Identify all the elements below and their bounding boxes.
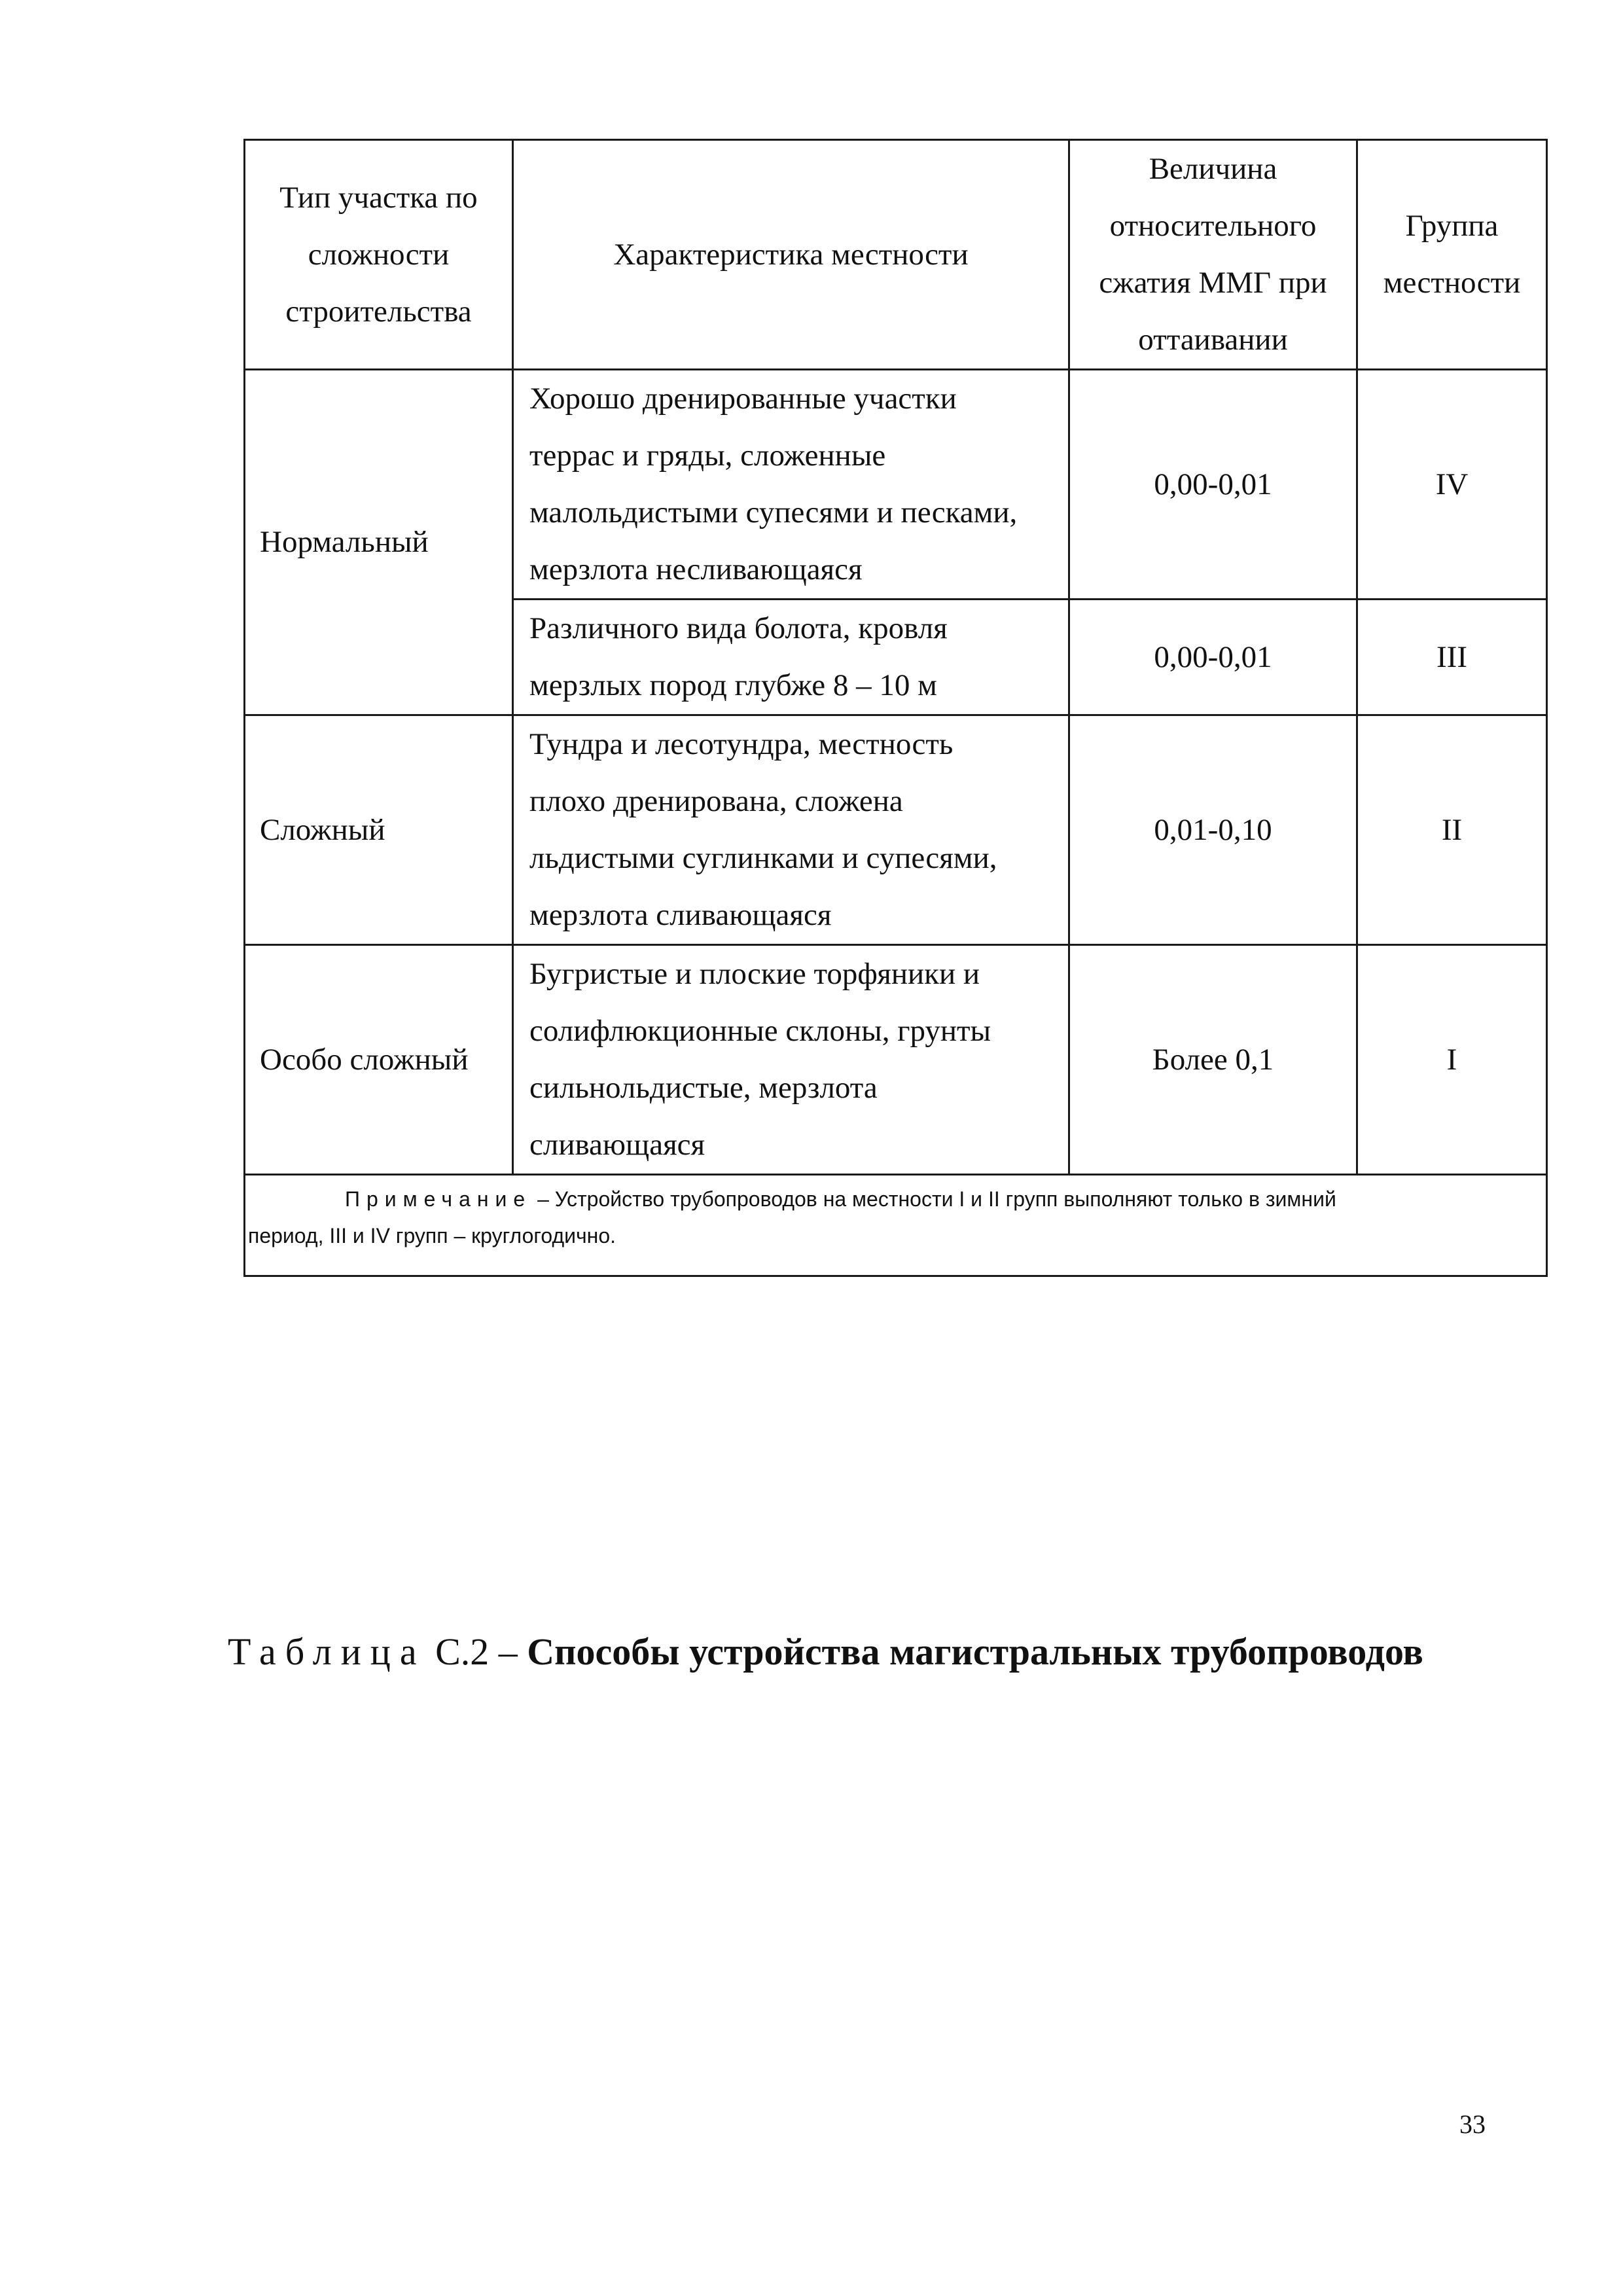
characteristic-line: мерзлота несливающаяся [529,552,863,586]
characteristic-line: солифлюкционные склоны, грунты [529,1014,991,1048]
header-line: относительного [1109,209,1317,243]
characteristic-line: льдистыми суглинками и супесями, [529,841,997,875]
note-line: период, III и IV групп – круглогодично. [248,1224,616,1247]
header-terrain-group [1357,140,1547,370]
compression-value-cell: Более 0,1 [1069,945,1357,1175]
compression-value-cell: 0,01-0,10 [1069,715,1357,945]
header-line: Группа [1405,209,1499,243]
table-caption [228,1630,1423,1674]
caption-title: Способы устройства магистральных трубопроводов [527,1630,1423,1673]
caption-number: С.2 – [425,1630,527,1673]
header-line: строительства [285,294,472,329]
header-line: оттаивании [1138,323,1288,357]
table-row [245,370,1547,600]
terrain-classification-table [243,139,1548,1277]
characteristic-line: мерзлых пород глубже 8 – 10 м [529,668,937,702]
characteristic-line: террас и гряды, сложенные [529,439,886,473]
characteristic-line: мерзлота сливающаяся [529,898,832,932]
table-note [245,1175,1547,1276]
characteristic-cell [513,370,1069,600]
characteristic-cell [513,715,1069,945]
characteristic-line: плохо дренирована, сложена [529,784,903,818]
header-characteristic: Характеристика местности [513,140,1069,370]
compression-value-cell: 0,00-0,01 [1069,600,1357,715]
note-text: – Устройство трубопроводов на местности I и II групп выполняют только в зимний [531,1187,1336,1211]
characteristic-line: Хорошо дренированные участки [529,382,957,416]
note-line [248,1181,1541,1217]
table-row [245,945,1547,1175]
terrain-group-cell: II [1357,715,1547,945]
characteristic-line: Тундра и лесотундра, местность [529,727,954,761]
characteristic-line: Различного вида болота, кровля [529,611,948,645]
characteristic-cell [513,600,1069,715]
header-compression-value [1069,140,1357,370]
characteristic-line: малольдистыми супесями и песками, [529,495,1018,529]
page-number: 33 [1459,2109,1486,2139]
header-line: Величина [1149,152,1277,186]
site-type-very-complex: Особо сложный [245,945,513,1175]
header-site-type [245,140,513,370]
characteristic-line: сильнольдистые, мерзлота [529,1071,878,1105]
compression-value-cell: 0,00-0,01 [1069,370,1357,600]
characteristic-cell [513,945,1069,1175]
header-line: местности [1383,266,1521,300]
characteristic-line: Бугристые и плоские торфяники и [529,957,980,991]
header-line: сложности [308,237,450,272]
caption-prefix: Таблица [228,1630,426,1673]
terrain-group-cell: III [1357,600,1547,715]
note-label: Примечание [345,1187,532,1211]
table-header-row [245,140,1547,370]
terrain-group-cell: I [1357,945,1547,1175]
table-note-row [245,1175,1547,1276]
header-line: Тип участка по [279,180,478,215]
terrain-group-cell: IV [1357,370,1547,600]
site-type-normal: Нормальный [245,370,513,715]
site-type-complex: Сложный [245,715,513,945]
table-row [245,715,1547,945]
header-line: сжатия ММГ при [1099,266,1327,300]
characteristic-line: сливающаяся [529,1128,705,1162]
